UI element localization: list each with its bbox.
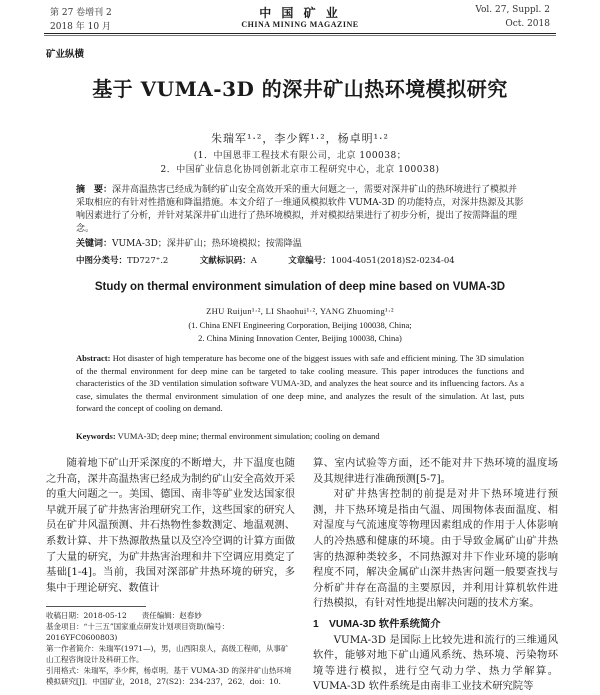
journal-name-en: CHINA MINING MAGAZINE	[241, 20, 359, 29]
abstract-cn-text: 深井高温热害已经成为制约矿山安全高效开采的重大问题之一，需要对深井矿山的热环境进行了模拟并采取相应的有针对性措施和降温措施。本文介绍了一维通风模拟软件 VUMA-3D 的功能特点，对深井热源及其影响因素进行了分析，并针对某深井矿山进行了热环境模拟，并对模拟结果进行了初步分析，提出了按需降温的理念。	[76, 185, 524, 234]
section-heading: 1 VUMA-3D 软件系统简介	[313, 618, 441, 630]
doc-code-value: A	[250, 256, 257, 266]
issue-date-label: 2018 年 10 月	[50, 22, 111, 32]
affiliation-en-2: 2. China Mining Innovation Center, Beijing 100038, China)	[198, 333, 402, 343]
footnote-funding: 基金项目：“十三五”国家重点研发计划项目资助(编号：2016YFC0600803)	[46, 622, 230, 642]
article-title-cn: 基于 VUMA-3D 的深井矿山热环境模拟研究	[92, 77, 508, 101]
abstract-cn-label: 摘 要：	[76, 185, 113, 195]
date-label-en: Oct. 2018	[505, 19, 550, 29]
footnotes	[46, 610, 295, 687]
keywords-cn	[76, 238, 524, 251]
body-paragraph: VUMA-3D 是国际上比较先进和流行的三维通风软件，能够对地下矿山通风系统、热环境、污染物环境等进行模拟，进行空气动力学、热力学解算。VUMA-3D 软件系统是由南非工业技术研究院等	[313, 633, 558, 693]
abstract-cn	[76, 184, 524, 236]
authors-cn: 朱瑞军¹·²，李少辉¹·²，杨卓明¹·²	[211, 132, 389, 145]
volume-label: 第 27 卷增刊 2	[50, 8, 112, 18]
article-no-label: 文章编号：	[288, 256, 331, 266]
body-paragraph: 对矿井热害控制的前提是对井下热环境进行预测，井下热环境是指由气温、周围物体表面温度、相对湿度与气流速度等物理因素组成的作用于人体影响人的冷热感和健康的环境。由于导致金属矿山矿井热害的热源种类较多，不同热源对井下作业环境的影响程度不同，解决金属矿山深井热害问题一般要查找与分析矿井存在高温的主要原因，并利用计算机软件进行热模拟，有针对性地提出解决问题的技术方案。	[313, 488, 558, 610]
volume-label-en: Vol. 27, Suppl. 2	[475, 5, 550, 15]
affiliation-en-1: (1. China ENFI Engineering Corporation, Beijing 100038, China;	[188, 320, 412, 330]
keywords-en	[76, 430, 524, 443]
affiliation-cn-1: (1．中国恩菲工程技术有限公司，北京 100038；	[193, 151, 407, 161]
header-rule	[44, 33, 556, 34]
keywords-cn-label: 关键词：	[76, 239, 113, 249]
body-left-column	[46, 456, 295, 596]
clc-value: TD727⁺.2	[127, 256, 169, 266]
header-rule-thin	[44, 35, 556, 36]
section-label: 矿业纵横	[46, 49, 85, 60]
doc-code-label: 文献标识码：	[199, 256, 251, 266]
footnote-author-bio: 第一作者简介：朱瑞军(1971—)，男，山西阳泉人，高级工程师，从事矿山工程咨询设计及科研工作。	[46, 644, 289, 664]
footnote-rule	[46, 606, 146, 607]
classification-line	[76, 254, 524, 266]
affiliation-cn-2: 2．中国矿业信息化协同创新北京市工程研究中心，北京 100038)	[160, 165, 440, 175]
abstract-en-label: Abstract:	[76, 353, 111, 363]
abstract-en-text: Hot disaster of high temperature has become one of the biggest issues with safe and efficient mining. The 3D simulation of the thermal environment for deep mine can be targeted to take cooling measure. This paper introduces the functions and characteristics of the 3D ventilation simulation software VUMA-3D, and analyzes the heat source and its influencing factors. As a case, simulates the thermal environment simulation of one deep mine, and analyzes the result of the simulation. At last, puts forward the concept of cooling on demand.	[76, 353, 524, 414]
keywords-en-text: VUMA-3D; deep mine; thermal environment simulation; cooling on demand	[117, 431, 380, 441]
footnote-received: 收稿日期：2018-05-12 责任编辑：赵春妙	[46, 611, 202, 620]
abstract-en	[76, 352, 524, 415]
body-paragraph: 随着地下矿山开采深度的不断增大，井下温度也随之升高，深井高温热害已经成为制约矿山安全高效开采的重大问题之一。美国、德国、南非等矿业发达国家很早就开展了矿井热害治理研究工作，这些国家的研究人员在矿井风温预测、井石热物性参数测定、地温观测、系数计算、井下热源散热量以及空冷空调的计算方面做了大量的研究，为矿井热害治理和井下空调应用奠定了基础[1-4]。当前，我国对深部矿井热环境的研究，多集中于理论研究、数值计	[46, 457, 295, 594]
article-title-en: Study on thermal environment simulation of deep mine based on VUMA-3D	[94, 281, 506, 293]
keywords-en-label: Keywords:	[76, 431, 116, 441]
clc-label: 中图分类号：	[76, 256, 128, 266]
article-no-value: 1004-4051(2018)S2-0234-04	[330, 256, 455, 266]
authors-en: ZHU Ruijun¹·², LI Shaohui¹·², YANG Zhuoming¹·²	[206, 306, 394, 316]
keywords-cn-text: VUMA-3D；深井矿山；热环境模拟；按需降温	[112, 239, 302, 249]
body-right-column	[313, 456, 558, 695]
footnote-citation: 引用格式：朱瑞军，李少辉，杨卓明．基于 VUMA-3D 的深井矿山热环境模拟研究[J]．中国矿业，2018，27(S2)：234-237，262．doi：10.	[46, 666, 292, 686]
body-paragraph: 算、室内试验等方面，还不能对井下热环境的温度场及其规律进行准确预测[5-7]。	[313, 457, 558, 485]
journal-name-cn: 中 国 矿 业	[259, 6, 341, 20]
